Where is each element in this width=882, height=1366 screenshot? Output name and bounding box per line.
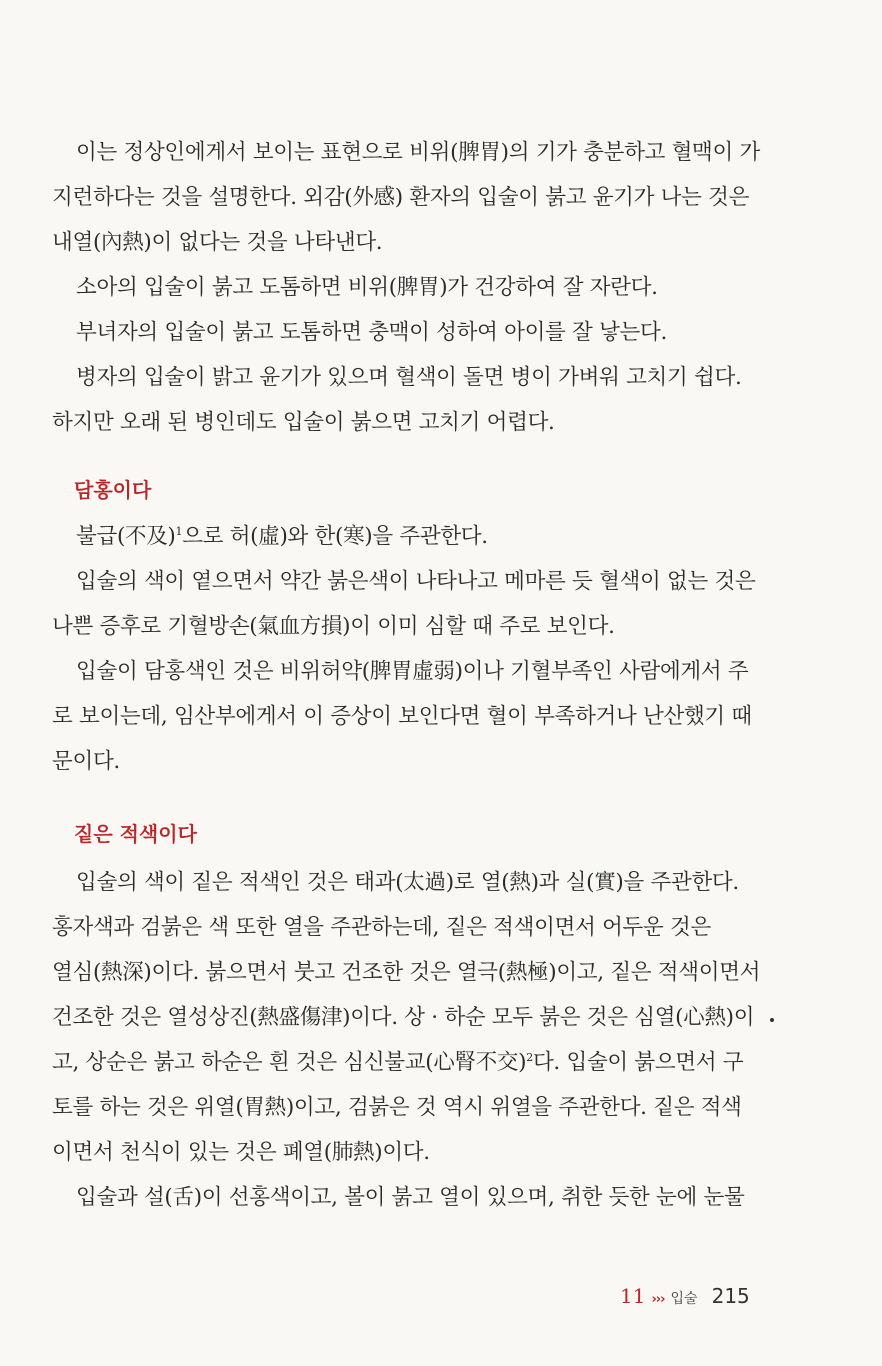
section-pale-red bbox=[52, 518, 768, 780]
section-deep-red bbox=[52, 864, 768, 1216]
paragraph-line: 입술과 설(舌)이 선홍색이고, 볼이 붉고 열이 있으며, 취한 듯한 눈에 눈물 bbox=[76, 1185, 745, 1210]
section-normal-lips bbox=[52, 134, 768, 441]
paragraph-line: 로 보이는데, 임산부에게서 이 증상이 보인다면 혈이 부족하거나 난산했기 때 bbox=[52, 704, 752, 729]
section-heading-pale-red: 담홍이다 bbox=[74, 478, 152, 502]
paragraph-line: 입술의 색이 옅으면서 약간 붉은색이 나타나고 메마른 듯 혈색이 없는 것은 bbox=[76, 569, 756, 594]
paragraph-line: 이면서 천식이 있는 것은 폐열(肺熱)이다. bbox=[52, 1140, 430, 1165]
page-footer bbox=[620, 1284, 770, 1314]
chevron-right-icon: ››› bbox=[651, 1292, 665, 1307]
section-heading-deep-red: 짙은 적색이다 bbox=[74, 822, 197, 846]
chapter-number: 11 bbox=[620, 1284, 646, 1308]
text-fragment: 으로 허(虛)와 한(寒)을 주관한다. bbox=[182, 524, 488, 549]
margin-dot bbox=[770, 1018, 774, 1022]
paragraph-line: 지런하다는 것을 설명한다. 외감(外感) 환자의 입술이 붉고 윤기가 나는 것은 bbox=[52, 185, 750, 210]
chapter-title: 입술 bbox=[670, 1291, 698, 1307]
paragraph-line: 소아의 입술이 붉고 도톰하면 비위(脾胃)가 건강하여 잘 자란다. bbox=[76, 275, 658, 300]
paragraph-line: 내열(內熱)이 없다는 것을 나타낸다. bbox=[52, 230, 383, 255]
paragraph-line: 나쁜 증후로 기혈방손(氣血方損)이 이미 심할 때 주로 보인다. bbox=[52, 614, 615, 639]
paragraph-line: 하지만 오래 된 병인데도 입술이 붉으면 고치기 어렵다. bbox=[52, 410, 555, 435]
paragraph-line: 이는 정상인에게서 보이는 표현으로 비위(脾胃)의 기가 충분하고 혈맥이 가 bbox=[76, 140, 760, 165]
paragraph-line: 병자의 입술이 밝고 윤기가 있으며 혈색이 돌면 병이 가벼워 고치기 쉽다. bbox=[76, 365, 742, 390]
paragraph-line: 입술이 담홍색인 것은 비위허약(脾胃虛弱)이나 기혈부족인 사람에게서 주 bbox=[76, 659, 749, 684]
footnote-marker: 1 bbox=[175, 524, 183, 538]
paragraph-line bbox=[52, 518, 768, 555]
footnote-marker: 2 bbox=[526, 1050, 533, 1064]
paragraph-line: 건조한 것은 열성상진(熱盛傷津)이다. 상 · 하순 모두 붉은 것은 심열(心熱)이 bbox=[52, 1005, 755, 1030]
paragraph-line: 부녀자의 입술이 붉고 도톰하면 충맥이 성하여 아이를 잘 낳는다. bbox=[76, 320, 668, 345]
paragraph-line bbox=[52, 1044, 768, 1081]
paragraph-line: 열심(熱深)이다. 붉으면서 붓고 건조한 것은 열극(熱極)이고, 짙은 적색이면서 bbox=[52, 960, 761, 985]
paragraph-line: 홍자색과 검붉은 색 또한 열을 주관하는데, 짙은 적색이면서 어두운 것은 bbox=[52, 915, 711, 940]
paragraph-line: 입술의 색이 짙은 적색인 것은 태과(太過)로 열(熱)과 실(實)을 주관한다. bbox=[76, 870, 739, 895]
paragraph-line: 문이다. bbox=[52, 749, 120, 774]
text-fragment: 고, 상순은 붉고 하순은 흰 것은 심신불교(心腎不交) bbox=[52, 1050, 527, 1075]
text-fragment: 불급(不及) bbox=[76, 524, 176, 549]
text-fragment: 다. 입술이 붉으면서 구 bbox=[532, 1050, 744, 1075]
paragraph-line: 토를 하는 것은 위열(胃熱)이고, 검붉은 것 역시 위열을 주관한다. 짙은 적색 bbox=[52, 1095, 742, 1120]
page-number: 215 bbox=[711, 1284, 750, 1308]
